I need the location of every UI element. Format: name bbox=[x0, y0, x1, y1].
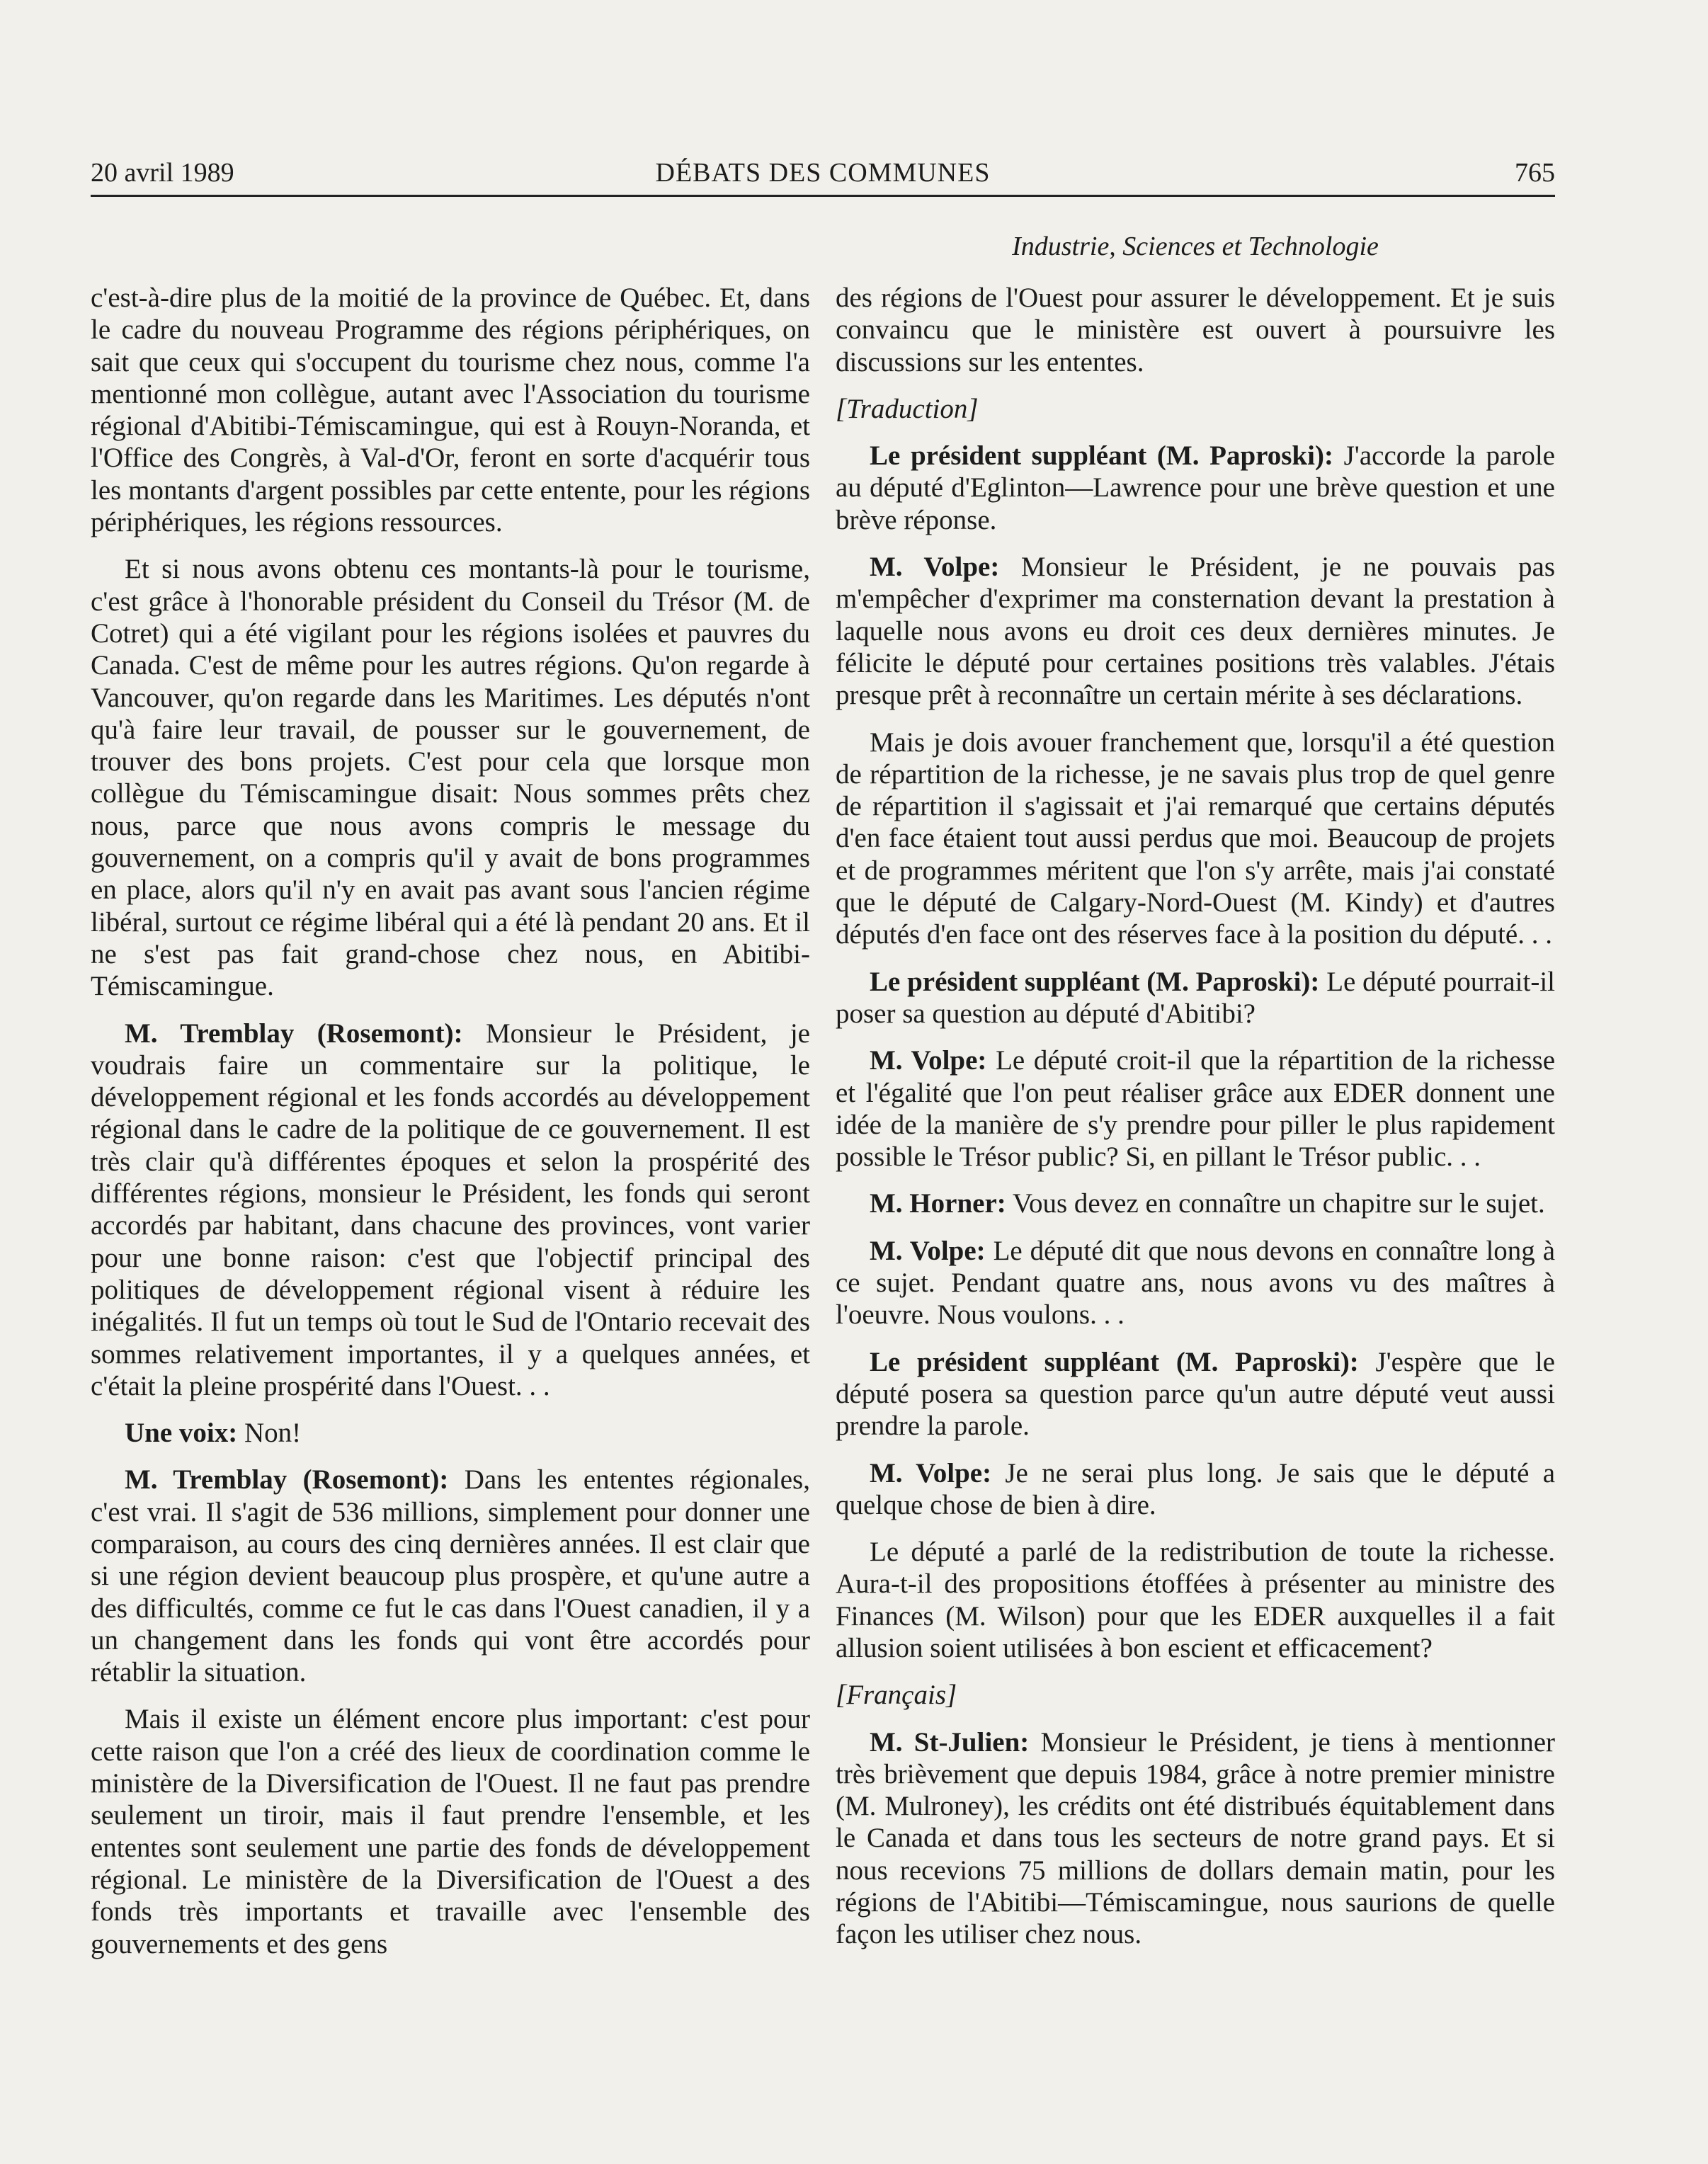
paragraph: M. Tremblay (Rosemont): Monsieur le Président, je voudrais faire un commentaire sur la politique, le développement régional et les fonds accordés au développement régional dans le cadre de la politique de ce gouvernement. Il est très clair qu'à différentes époques et selon la prospérité des différentes régions, monsieur le Président, les fonds qui seront accordés par habitant, dans chacune des provinces, vont varier pour une bonne raison: c'est que l'objectif principal des politiques de développement régional visent à réduire les inégalités. Il fut un temps où tout le Sud de l'Ontario recevait des sommes relativement importantes, il y a quelques années, et c'était la pleine prospérité dans l'Ouest. . . bbox=[91, 1018, 810, 1401]
section-heading: Industrie, Sciences et Technologie bbox=[1012, 232, 1379, 261]
paragraph: des régions de l'Ouest pour assurer le développement. Et je suis convaincu que le ministère est ouvert à poursuivre les discussions sur les ententes. bbox=[836, 283, 1555, 377]
paragraph: M. Volpe: Le député croit-il que la répartition de la richesse et l'égalité que l'on peut réaliser grâce aux EDER donnent une idée de la manière de s'y prendre pour piller le plus rapidement possible le Trésor public? Si, en pillant le Trésor public. . . bbox=[836, 1045, 1555, 1173]
speaker-name: Le président suppléant (M. Paproski): bbox=[870, 1346, 1359, 1377]
language-tag: [Traduction] bbox=[836, 393, 979, 424]
paragraph: M. Volpe: Le député dit que nous devons en connaître long à ce sujet. Pendant quatre ans, nous avons vu des maîtres à l'oeuvre. Nous voulons. . . bbox=[836, 1235, 1555, 1331]
speaker-name: M. Volpe: bbox=[870, 1457, 992, 1488]
speaker-name: M. St-Julien: bbox=[870, 1726, 1030, 1758]
publication-title: DÉBATS DES COMMUNES bbox=[655, 158, 991, 188]
speaker-name: M. Volpe: bbox=[870, 552, 1000, 583]
left-column bbox=[91, 282, 810, 1975]
header-date: 20 avril 1989 bbox=[91, 158, 234, 188]
paragraph: Le président suppléant (M. Paproski): Le député pourrait-il poser sa question au député d'Abitibi? bbox=[836, 966, 1555, 1029]
page-header bbox=[91, 153, 1555, 193]
speaker-name: M. Tremblay (Rosemont): bbox=[125, 1464, 449, 1496]
paragraph: M. Tremblay (Rosemont): Dans les ententes régionales, c'est vrai. Il s'agit de 536 millions, simplement pour donner une comparaison, au cours des cinq dernières années. Il est clair que si une région devient beaucoup plus prospère, et qu'une autre a des difficultés, comme ce fut le cas dans l'Ouest canadien, il y a un changement dans les fonds qui vont être accordés pour rétablir la situation. bbox=[91, 1464, 810, 1688]
page-number: 765 bbox=[1515, 158, 1555, 188]
paragraph: Et si nous avons obtenu ces montants-là pour le tourisme, c'est grâce à l'honorable président du Conseil du Trésor (M. de Cotret) qui a été vigilant pour les régions isolées et pauvres du Canada. C'est de même pour les autres régions. Qu'on regarde à Vancouver, qu'on regarde dans les Maritimes. Les députés n'ont qu'à faire leur travail, de pousser sur le gouvernement, de trouver des bons projets. C'est pour cela que lorsque mon collègue du Témiscamingue disait: Nous sommes prêts chez nous, parce que nous avons compris le message du gouvernement, on a compris qu'il y avait de bons programmes en place, alors qu'il n'y en avait pas avant sous l'ancien régime libéral, surtout ce régime libéral qui a été là pendant 20 ans. Et il ne s'est pas fait grand-chose chez nous, en Abitibi-Témiscamingue. bbox=[91, 554, 810, 1002]
speaker-name: M. Tremblay (Rosemont): bbox=[125, 1018, 463, 1049]
paragraph: M. Horner: Vous devez en connaître un chapitre sur le sujet. bbox=[870, 1188, 1545, 1219]
paragraph: Le député a parlé de la redistribution de toute la richesse. Aura-t-il des propositions étoffées à présenter au ministre des Finances (M. Wilson) pour que les EDER auxquelles il a fait allusion soient utilisées à bon escient et efficacement? bbox=[836, 1537, 1555, 1663]
paragraph: Le président suppléant (M. Paproski): J'espère que le député posera sa question parce qu'un autre député veut aussi prendre la parole. bbox=[836, 1346, 1555, 1442]
paragraph: Une voix: Non! bbox=[125, 1418, 302, 1449]
language-tag: [Français] bbox=[836, 1680, 957, 1711]
paragraph: M. St-Julien: Monsieur le Président, je tiens à mentionner très brièvement que depuis 1984, grâce à notre premier ministre (M. Mulroney), les crédits ont été distribués équitablement dans le Canada et dans tous les secteurs de notre grand pays. Et si nous recevions 75 millions de dollars demain matin, pour les régions de l'Abitibi—Témiscamingue, nous saurions de quelle façon les utiliser chez nous. bbox=[836, 1726, 1555, 1950]
paragraph: c'est-à-dire plus de la moitié de la province de Québec. Et, dans le cadre du nouveau Programme des régions périphériques, on sait que ceux qui s'occupent du tourisme chez nous, comme l'a mentionné mon collègue, autant avec l'Association du tourisme régional d'Abitibi-Témiscamingue, qui est à Rouyn-Noranda, et l'Office des Congrès, à Val-d'Or, feront en sorte d'acquérir tous les montants d'argent possibles par cette entente, pour les régions périphériques, les régions ressources. bbox=[91, 283, 810, 538]
paragraph: Mais je dois avouer franchement que, lorsqu'il a été question de répartition de la richesse, je ne savais plus trop de quel genre de répartition il s'agissait et j'ai remarqué que certains députés d'en face étaient tout aussi perdus que moi. Beaucoup de projets et de programmes méritent que l'on s'y arrête, mais j'ai constaté que le député de Calgary-Nord-Ouest (M. Kindy) et d'autres députés d'en face ont des réserves face à la position du député. . . bbox=[836, 727, 1555, 950]
speaker-name: Une voix: bbox=[125, 1418, 238, 1449]
paragraph: M. Volpe: Monsieur le Président, je ne pouvais pas m'empêcher d'exprimer ma consternation devant la prestation à laquelle nous avons eu droit ces deux dernières minutes. Je félicite le député pour certaines positions très valables. J'étais presque prêt à reconnaître un certain mérite à ses déclarations. bbox=[836, 552, 1556, 711]
header-rule bbox=[91, 195, 1555, 197]
speaker-name: M. Horner: bbox=[870, 1188, 1006, 1219]
paragraph: Le président suppléant (M. Paproski): J'accorde la parole au député d'Eglinton—Lawrence pour une brève question et une brève réponse. bbox=[836, 440, 1555, 535]
paragraph: Mais il existe un élément encore plus important: c'est pour cette raison que l'on a créé des lieux de coordination comme le ministère de la Diversification de l'Ouest. Il ne faut pas prendre seulement un tiroir, mais il faut prendre l'ensemble, et les ententes sont seulement une partie des fonds de développement régional. Le ministère de la Diversification de l'Ouest a des fonds très importants et travaille avec l'ensemble des gouvernements et des gens bbox=[91, 1704, 810, 1959]
speaker-name: M. Volpe: bbox=[870, 1235, 986, 1266]
speaker-name: M. Volpe: bbox=[870, 1045, 987, 1076]
paragraph: M. Volpe: Je ne serai plus long. Je sais que le député a quelque chose de bien à dire. bbox=[836, 1457, 1556, 1520]
speaker-name: Le président suppléant (M. Paproski): bbox=[870, 966, 1320, 997]
speaker-name: Le président suppléant (M. Paproski): bbox=[870, 440, 1333, 472]
right-column bbox=[836, 282, 1555, 1966]
